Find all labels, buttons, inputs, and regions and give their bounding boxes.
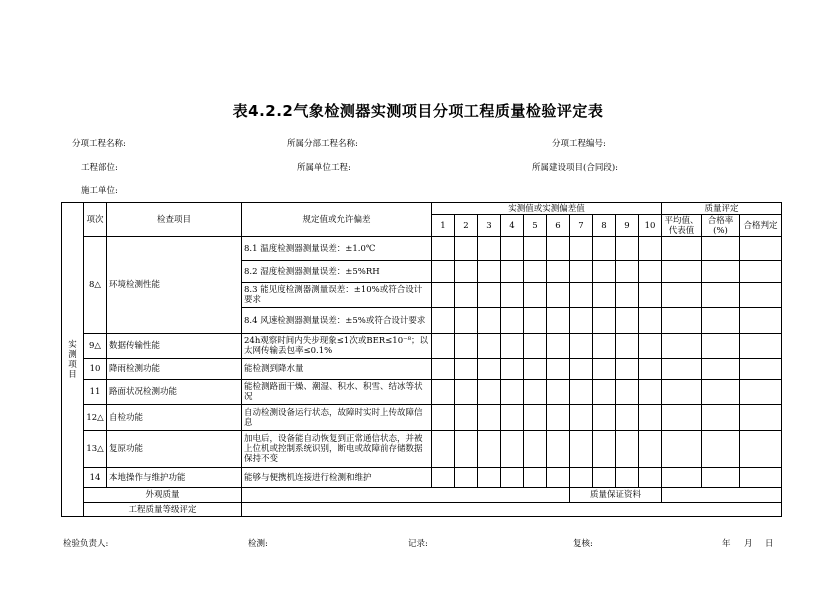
blank-cell <box>455 380 478 405</box>
blank-cell <box>616 261 639 283</box>
spec-header: 规定值或允许偏差 <box>242 203 432 237</box>
inspector-label: 检验负责人: <box>63 539 109 549</box>
measure-col-7: 7 <box>570 215 593 237</box>
blank-cell <box>616 283 639 308</box>
check-item-cell: 本地操作与维护功能 <box>107 468 242 488</box>
blank-cell <box>639 380 662 405</box>
item-no-cell: 10 <box>84 359 107 380</box>
blank-cell <box>478 431 501 468</box>
quality-docs-value <box>662 488 782 503</box>
blank-cell <box>501 283 524 308</box>
spec-cell: 加电后，设备能自动恢复到正常通信状态，并被上位机或控制系统识别，断电或故障前存储数据保持不变 <box>242 431 432 468</box>
blank-cell <box>432 283 455 308</box>
blank-cell <box>524 308 547 334</box>
spec-cell: 能检测到降水量 <box>242 359 432 380</box>
blank-cell <box>639 237 662 261</box>
month-label: 月 <box>744 539 753 549</box>
blank-cell <box>593 359 616 380</box>
measure-col-4: 4 <box>501 215 524 237</box>
construction-project-label: 所属建设项目(合同段): <box>532 163 618 173</box>
blank-cell <box>478 237 501 261</box>
blank-cell <box>455 283 478 308</box>
blank-cell <box>455 405 478 431</box>
blank-cell <box>455 359 478 380</box>
blank-cell <box>662 237 702 261</box>
measured-values-header: 实测值或实测偏差值 <box>432 203 662 215</box>
spec-cell: 自动检测设备运行状态，故障时实时上传故障信息 <box>242 405 432 431</box>
blank-cell <box>639 283 662 308</box>
blank-cell <box>432 468 455 488</box>
blank-cell <box>455 431 478 468</box>
blank-cell <box>524 468 547 488</box>
blank-cell <box>501 359 524 380</box>
blank-cell <box>740 431 782 468</box>
blank-cell <box>740 468 782 488</box>
blank-cell <box>662 380 702 405</box>
blank-cell <box>639 334 662 359</box>
division-name-label: 所属分部工程名称: <box>287 139 358 149</box>
measure-col-10: 10 <box>639 215 662 237</box>
blank-cell <box>740 308 782 334</box>
blank-cell <box>616 237 639 261</box>
blank-cell <box>432 431 455 468</box>
blank-cell <box>455 308 478 334</box>
blank-cell <box>702 359 740 380</box>
blank-cell <box>702 308 740 334</box>
blank-cell <box>570 261 593 283</box>
blank-cell <box>478 359 501 380</box>
blank-cell <box>616 334 639 359</box>
blank-cell <box>524 405 547 431</box>
blank-cell <box>593 237 616 261</box>
blank-cell <box>740 359 782 380</box>
blank-cell <box>432 308 455 334</box>
blank-cell <box>740 380 782 405</box>
blank-cell <box>478 283 501 308</box>
blank-cell <box>524 359 547 380</box>
item-no-cell: 11 <box>84 380 107 405</box>
blank-cell <box>593 283 616 308</box>
blank-cell <box>570 334 593 359</box>
blank-cell <box>478 261 501 283</box>
blank-cell <box>501 468 524 488</box>
blank-cell <box>524 380 547 405</box>
measure-col-8: 8 <box>593 215 616 237</box>
blank-cell <box>455 468 478 488</box>
item-no-cell: 14 <box>84 468 107 488</box>
blank-cell <box>616 468 639 488</box>
blank-cell <box>702 405 740 431</box>
appearance-quality-value <box>242 488 570 503</box>
blank-cell <box>593 431 616 468</box>
blank-cell <box>524 431 547 468</box>
blank-cell <box>547 359 570 380</box>
blank-cell <box>639 308 662 334</box>
check-item-cell: 数据传输性能 <box>107 334 242 359</box>
check-item-cell: 环境检测性能 <box>107 237 242 334</box>
blank-cell <box>702 237 740 261</box>
blank-cell <box>702 380 740 405</box>
blank-cell <box>616 308 639 334</box>
blank-cell <box>662 308 702 334</box>
blank-cell <box>662 359 702 380</box>
reviewer-label: 复核: <box>573 539 593 549</box>
blank-cell <box>593 308 616 334</box>
blank-cell <box>702 283 740 308</box>
pass-rate-header: 合格率(%) <box>702 215 740 237</box>
item-no-cell: 8△ <box>84 237 107 334</box>
blank-cell <box>478 308 501 334</box>
blank-cell <box>432 237 455 261</box>
blank-cell <box>616 359 639 380</box>
blank-cell <box>501 431 524 468</box>
blank-cell <box>547 431 570 468</box>
blank-cell <box>524 237 547 261</box>
quality-docs-label: 质量保证资料 <box>570 488 662 503</box>
blank-cell <box>501 334 524 359</box>
blank-cell <box>547 405 570 431</box>
blank-cell <box>570 405 593 431</box>
blank-cell <box>616 431 639 468</box>
blank-cell <box>432 261 455 283</box>
item-no-cell: 12△ <box>84 405 107 431</box>
blank-cell <box>702 431 740 468</box>
blank-cell <box>639 468 662 488</box>
unit-project-label: 所属单位工程: <box>297 163 351 173</box>
measure-col-2: 2 <box>455 215 478 237</box>
blank-cell <box>501 380 524 405</box>
blank-cell <box>524 261 547 283</box>
blank-cell <box>570 380 593 405</box>
blank-cell <box>455 237 478 261</box>
check-item-cell: 降雨检测功能 <box>107 359 242 380</box>
blank-cell <box>570 359 593 380</box>
blank-cell <box>740 237 782 261</box>
blank-cell <box>616 405 639 431</box>
year-label: 年 <box>722 539 731 549</box>
blank-cell <box>455 261 478 283</box>
blank-cell <box>524 283 547 308</box>
blank-cell <box>432 405 455 431</box>
appearance-quality-label: 外观质量 <box>84 488 242 503</box>
grade-label: 工程质量等级评定 <box>84 503 242 517</box>
spec-cell: 8.1 温度检测器测量误差：±1.0℃ <box>242 237 432 261</box>
spec-cell: 8.4 风速检测器测量误差：±5%或符合设计要求 <box>242 308 432 334</box>
blank-cell <box>570 468 593 488</box>
blank-cell <box>662 283 702 308</box>
blank-cell <box>593 468 616 488</box>
subproject-no-label: 分项工程编号: <box>552 139 606 149</box>
pass-judge-header: 合格判定 <box>740 215 782 237</box>
subproject-name-label: 分项工程名称: <box>72 139 126 149</box>
blank-cell <box>547 334 570 359</box>
blank-cell <box>455 334 478 359</box>
blank-cell <box>547 283 570 308</box>
blank-cell <box>547 237 570 261</box>
blank-cell <box>639 431 662 468</box>
day-label: 日 <box>765 539 774 549</box>
blank-cell <box>702 468 740 488</box>
item-no-header: 项次 <box>84 203 107 237</box>
blank-cell <box>593 405 616 431</box>
tester-label: 检测: <box>248 539 268 549</box>
blank-cell <box>570 237 593 261</box>
blank-cell <box>740 283 782 308</box>
blank-cell <box>432 334 455 359</box>
spec-cell: 能够与便携机连接进行检测和维护 <box>242 468 432 488</box>
blank-cell <box>478 334 501 359</box>
blank-cell <box>662 405 702 431</box>
inspection-table <box>61 202 782 517</box>
blank-cell <box>478 380 501 405</box>
blank-cell <box>702 334 740 359</box>
item-no-cell: 9△ <box>84 334 107 359</box>
check-item-cell: 路面状况检测功能 <box>107 380 242 405</box>
blank-cell <box>593 380 616 405</box>
recorder-label: 记录: <box>408 539 428 549</box>
blank-cell <box>501 308 524 334</box>
blank-cell <box>547 380 570 405</box>
blank-cell <box>662 334 702 359</box>
grade-value <box>242 503 782 517</box>
blank-cell <box>524 334 547 359</box>
blank-cell <box>616 380 639 405</box>
construction-unit-label: 施工单位: <box>81 186 118 196</box>
blank-cell <box>570 431 593 468</box>
blank-cell <box>570 283 593 308</box>
blank-cell <box>662 468 702 488</box>
measure-col-1: 1 <box>432 215 455 237</box>
measure-col-6: 6 <box>547 215 570 237</box>
item-no-cell: 13△ <box>84 431 107 468</box>
blank-cell <box>639 359 662 380</box>
blank-cell <box>593 334 616 359</box>
project-part-label: 工程部位: <box>81 163 118 173</box>
blank-cell <box>570 308 593 334</box>
spec-cell: 24h观察时间内失步现象≤1次或BER≤10⁻⁸；以太网传输丢包率≤0.1% <box>242 334 432 359</box>
blank-cell <box>593 261 616 283</box>
spec-cell: 8.2 湿度检测器测量误差：±5%RH <box>242 261 432 283</box>
blank-cell <box>740 261 782 283</box>
blank-cell <box>547 308 570 334</box>
blank-cell <box>478 468 501 488</box>
quality-eval-header: 质量评定 <box>662 203 782 215</box>
measure-col-9: 9 <box>616 215 639 237</box>
blank-cell <box>547 468 570 488</box>
blank-cell <box>432 359 455 380</box>
blank-cell <box>501 261 524 283</box>
blank-cell <box>639 261 662 283</box>
blank-cell <box>662 261 702 283</box>
blank-cell <box>740 405 782 431</box>
check-item-cell: 复原功能 <box>107 431 242 468</box>
blank-cell <box>478 405 501 431</box>
blank-cell <box>547 261 570 283</box>
page-title: 表4.2.2气象检测器实测项目分项工程质量检验评定表 <box>232 102 604 120</box>
blank-cell <box>702 261 740 283</box>
measure-col-3: 3 <box>478 215 501 237</box>
blank-cell <box>740 334 782 359</box>
spec-cell: 8.3 能见度检测器测量误差：±10%或符合设计要求 <box>242 283 432 308</box>
blank-cell <box>432 380 455 405</box>
blank-cell <box>501 237 524 261</box>
measured-items-group-label: 实 测 项 目 <box>62 203 84 517</box>
spec-cell: 能检测路面干燥、潮湿、积水、积雪、结冰等状况 <box>242 380 432 405</box>
blank-cell <box>639 405 662 431</box>
avg-header: 平均值、代表值 <box>662 215 702 237</box>
blank-cell <box>501 405 524 431</box>
check-item-cell: 自检功能 <box>107 405 242 431</box>
measure-col-5: 5 <box>524 215 547 237</box>
check-item-header: 检查项目 <box>107 203 242 237</box>
blank-cell <box>662 431 702 468</box>
